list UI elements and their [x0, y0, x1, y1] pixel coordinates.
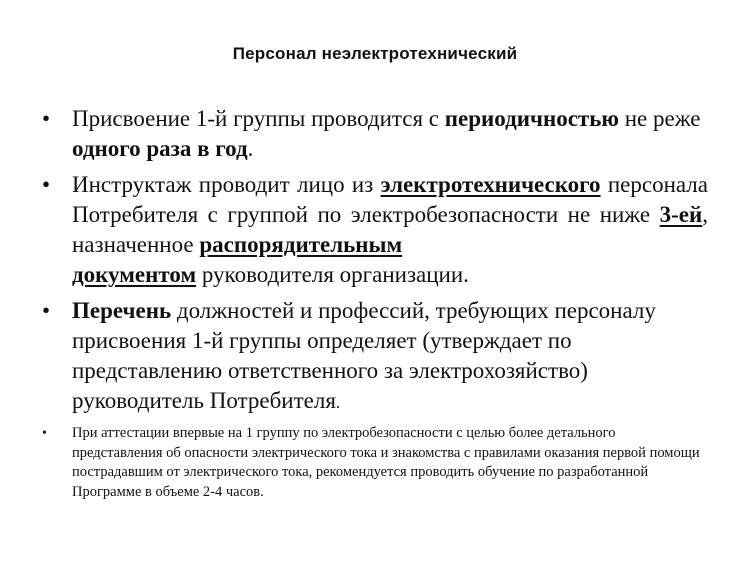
bullet-icon: •	[42, 106, 51, 131]
item-bold-text: Перечень	[72, 298, 172, 323]
item-text: руководителя организации.	[196, 262, 469, 287]
bullet-list	[38, 104, 708, 502]
list-item-position-list	[38, 296, 708, 418]
bullet-icon: •	[42, 426, 47, 441]
item-last-line	[72, 260, 708, 290]
item-underlined-text: распорядительным	[199, 232, 403, 257]
item-text: должностей и профессий, требующих персоналу присвоения 1-й группы определяет (утверждает по представлению ответственного за электрохозяйство) руководитель Потребителя	[72, 298, 656, 413]
list-item-certification-note	[38, 424, 708, 502]
bullet-icon: •	[42, 172, 51, 197]
bullet-icon: •	[42, 298, 51, 323]
item-underlined-text: электротехнического	[380, 172, 601, 197]
item-text: Присвоение 1-й группы проводится с	[72, 106, 445, 131]
item-text: При аттестации впервые на 1 группу по электробезопасности с целью более детального представления об опасности электрического тока и знакомства с правилами оказания первой помощи пострадавшим от электрического тока, рекомендуется проводить обучение по разработанной Программе в объеме 2-4 часов.	[72, 425, 700, 500]
item-text: .	[247, 136, 254, 161]
item-underlined-text: 3-ей	[659, 202, 703, 227]
item-underlined-text: документом	[72, 262, 197, 287]
list-item-group-assignment	[38, 104, 708, 164]
item-text: , назначенное	[72, 202, 708, 257]
item-bold-text: одного раза в год	[72, 136, 248, 161]
list-item-instruction	[38, 170, 708, 290]
slide-title: Персонал неэлектротехнический	[232, 44, 518, 63]
item-text: .	[335, 393, 341, 412]
item-text: Инструктаж проводит лицо из	[72, 172, 381, 197]
item-text: не реже	[618, 106, 701, 131]
item-bold-text: периодичностью	[444, 106, 619, 131]
item-text: персонала Потребителя с группой по электробезопасности не ниже	[72, 172, 708, 227]
